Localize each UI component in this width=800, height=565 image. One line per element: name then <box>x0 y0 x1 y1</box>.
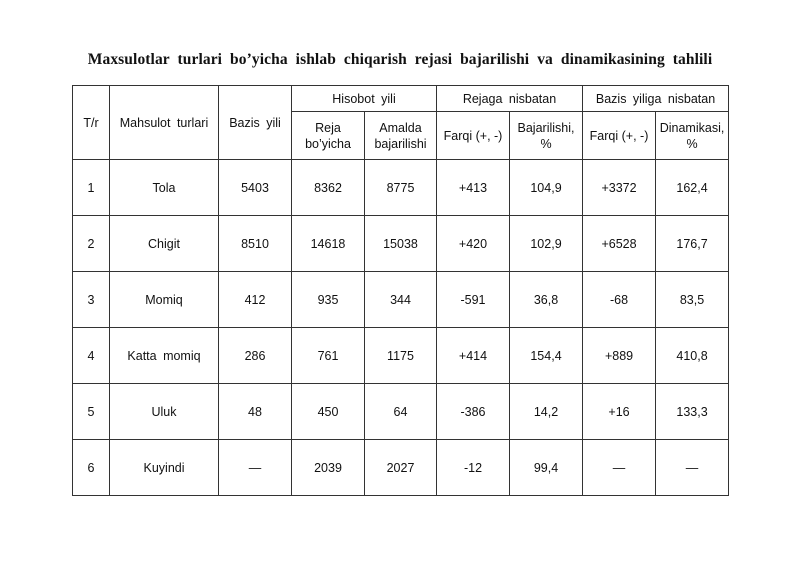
cell-number: 4 <box>73 328 110 384</box>
cell-number: 5 <box>73 384 110 440</box>
col-header-diff: Farqi (+, -) <box>437 112 510 160</box>
col-header-plan: Reja bo’yicha <box>292 112 365 160</box>
cell-base-year: 48 <box>219 384 292 440</box>
cell-base-year: 286 <box>219 328 292 384</box>
cell-dynamics: 176,7 <box>656 216 729 272</box>
cell-plan: 761 <box>292 328 365 384</box>
cell-base-year: 412 <box>219 272 292 328</box>
table-row <box>73 328 729 384</box>
cell-actual: 1175 <box>365 328 437 384</box>
cell-diff: -591 <box>437 272 510 328</box>
cell-diff-base: +16 <box>583 384 656 440</box>
cell-actual: 8775 <box>365 160 437 216</box>
cell-dynamics: 410,8 <box>656 328 729 384</box>
cell-dynamics: 83,5 <box>656 272 729 328</box>
cell-product: Katta momiq <box>110 328 219 384</box>
cell-fulfillment: 99,4 <box>510 440 583 496</box>
document-title: Maxsulotlar turlari bo’yicha ishlab chiqarish rejasi bajarilishi va dinamikasining tahlili <box>87 51 713 68</box>
cell-number: 2 <box>73 216 110 272</box>
cell-plan: 935 <box>292 272 365 328</box>
cell-plan: 8362 <box>292 160 365 216</box>
cell-product: Kuyindi <box>110 440 219 496</box>
cell-diff-base: — <box>583 440 656 496</box>
cell-product: Tola <box>110 160 219 216</box>
cell-fulfillment: 104,9 <box>510 160 583 216</box>
col-header-product: Mahsulot turlari <box>110 86 219 160</box>
cell-plan: 14618 <box>292 216 365 272</box>
header-row-1 <box>73 86 729 112</box>
group-header-vs-plan: Rejaga nisbatan <box>437 86 583 112</box>
cell-dynamics: 133,3 <box>656 384 729 440</box>
cell-actual: 64 <box>365 384 437 440</box>
cell-diff: +420 <box>437 216 510 272</box>
col-header-dynamics: Dinamikasi, % <box>656 112 729 160</box>
col-header-diff-base: Farqi (+, -) <box>583 112 656 160</box>
group-header-vs-base: Bazis yiliga nisbatan <box>583 86 729 112</box>
cell-dynamics: — <box>656 440 729 496</box>
col-header-actual: Amalda bajarilishi <box>365 112 437 160</box>
cell-plan: 2039 <box>292 440 365 496</box>
cell-diff: -12 <box>437 440 510 496</box>
cell-actual: 2027 <box>365 440 437 496</box>
table-row <box>73 384 729 440</box>
cell-fulfillment: 36,8 <box>510 272 583 328</box>
table-row <box>73 440 729 496</box>
table-row <box>73 160 729 216</box>
cell-diff: +413 <box>437 160 510 216</box>
table-row <box>73 272 729 328</box>
cell-product: Momiq <box>110 272 219 328</box>
cell-product: Chigit <box>110 216 219 272</box>
cell-fulfillment: 154,4 <box>510 328 583 384</box>
cell-product: Uluk <box>110 384 219 440</box>
cell-diff-base: +889 <box>583 328 656 384</box>
cell-diff-base: +6528 <box>583 216 656 272</box>
cell-actual: 344 <box>365 272 437 328</box>
cell-diff: +414 <box>437 328 510 384</box>
col-header-tr: T/r <box>73 86 110 160</box>
col-header-base-year: Bazis yili <box>219 86 292 160</box>
cell-fulfillment: 14,2 <box>510 384 583 440</box>
production-plan-table <box>72 85 729 496</box>
cell-diff: -386 <box>437 384 510 440</box>
group-header-report-year: Hisobot yili <box>292 86 437 112</box>
cell-actual: 15038 <box>365 216 437 272</box>
cell-number: 1 <box>73 160 110 216</box>
cell-plan: 450 <box>292 384 365 440</box>
cell-number: 3 <box>73 272 110 328</box>
col-header-fulfillment: Bajarilishi, % <box>510 112 583 160</box>
cell-number: 6 <box>73 440 110 496</box>
cell-base-year: 5403 <box>219 160 292 216</box>
cell-base-year: 8510 <box>219 216 292 272</box>
cell-dynamics: 162,4 <box>656 160 729 216</box>
cell-diff-base: +3372 <box>583 160 656 216</box>
table-row <box>73 216 729 272</box>
cell-base-year: — <box>219 440 292 496</box>
cell-diff-base: -68 <box>583 272 656 328</box>
cell-fulfillment: 102,9 <box>510 216 583 272</box>
